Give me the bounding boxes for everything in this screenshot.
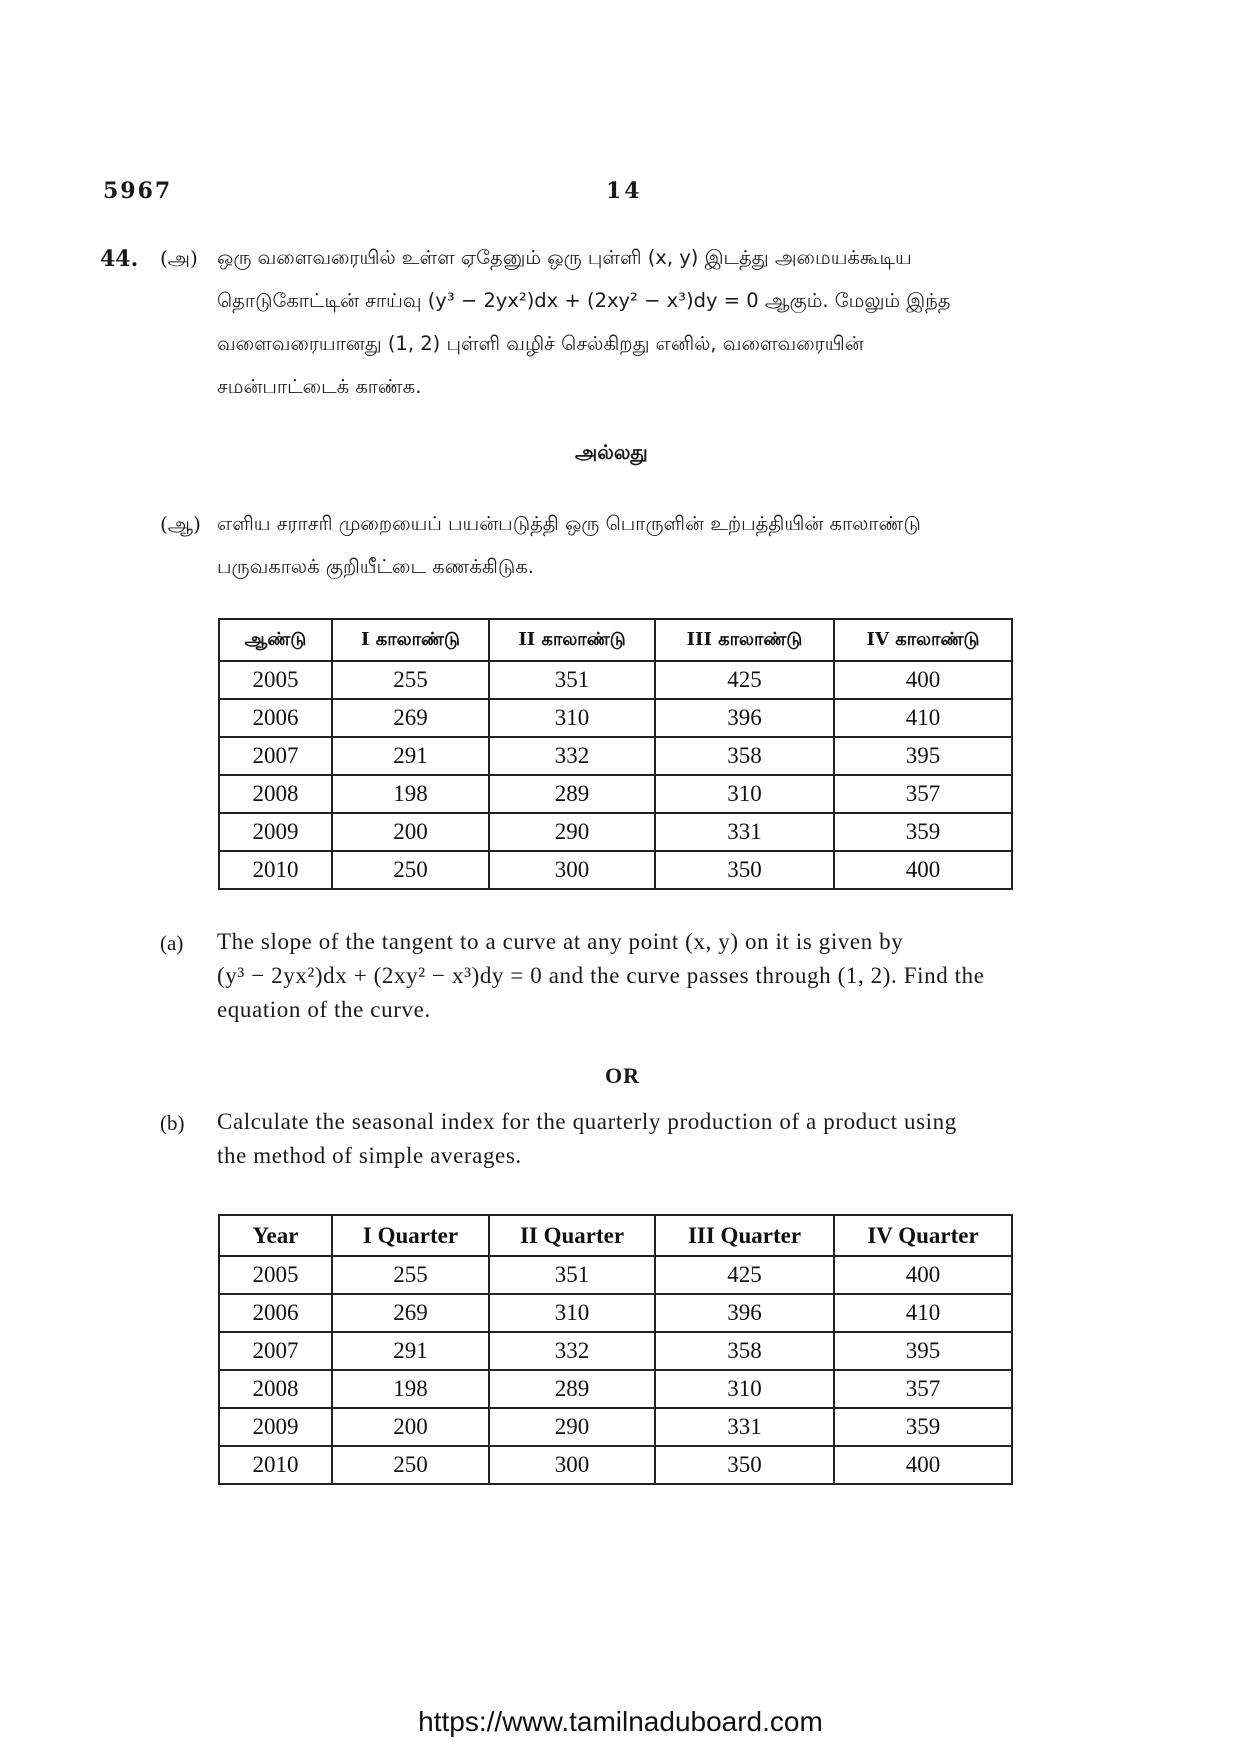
footer-url[interactable]: https://www.tamilnaduboard.com <box>418 1706 823 1737</box>
table-cell: 255 <box>332 1256 489 1294</box>
table-cell: 310 <box>655 775 834 813</box>
table-cell: 198 <box>332 1370 489 1408</box>
table-cell: 300 <box>489 1446 655 1484</box>
tamil-production-table <box>218 618 1013 890</box>
tamil-part-b-text <box>217 502 921 588</box>
table-cell: 290 <box>489 813 655 851</box>
english-part-a-text <box>217 925 1087 1027</box>
col-header-year: Year <box>219 1215 332 1256</box>
tamil-part-b-line: பருவகாலக் குறியீட்டை கணக்கிடுக. <box>217 555 534 578</box>
table-cell: 351 <box>489 1256 655 1294</box>
table-cell: 395 <box>834 1332 1012 1370</box>
table-cell: 2008 <box>219 775 332 813</box>
table-cell: 2010 <box>219 1446 332 1484</box>
table-cell: 425 <box>655 1256 834 1294</box>
table-cell: 2005 <box>219 661 332 699</box>
table-row <box>219 699 1012 737</box>
english-or-label: OR <box>605 1063 640 1088</box>
table-cell: 2010 <box>219 851 332 889</box>
table-cell: 2007 <box>219 737 332 775</box>
table-cell: 2006 <box>219 699 332 737</box>
table-cell: 310 <box>655 1370 834 1408</box>
table-cell: 290 <box>489 1408 655 1446</box>
page-number: 14 <box>606 178 643 204</box>
table-cell: 291 <box>332 1332 489 1370</box>
tamil-part-a-line: சமன்பாட்டைக் காண்க. <box>217 375 422 398</box>
english-part-b-line: Calculate the seasonal index for the quarterly production of a product using <box>217 1109 957 1134</box>
col-header-q3: III Quarter <box>655 1215 834 1256</box>
table-cell: 200 <box>332 813 489 851</box>
table-cell: 2009 <box>219 813 332 851</box>
col-header-q3: III காலாண்டு <box>655 619 834 661</box>
table-cell: 425 <box>655 661 834 699</box>
table-cell: 350 <box>655 851 834 889</box>
table-row <box>219 1256 1012 1294</box>
paper-code: 5967 <box>103 178 173 204</box>
tamil-part-a-label: (அ) <box>160 246 198 270</box>
tamil-part-b-label: (ஆ) <box>160 512 201 536</box>
table-cell: 289 <box>489 775 655 813</box>
table-cell: 198 <box>332 775 489 813</box>
table-row <box>219 737 1012 775</box>
table-cell: 269 <box>332 1294 489 1332</box>
english-part-a-line: (y³ − 2yx²)dx + (2xy² − x³)dy = 0 and the curve passes through (1, 2). Find the <box>217 963 985 988</box>
table-cell: 396 <box>655 699 834 737</box>
english-part-a-line: The slope of the tangent to a curve at any point (x, y) on it is given by <box>217 929 904 954</box>
table-cell: 400 <box>834 661 1012 699</box>
tamil-part-a-text <box>217 236 951 408</box>
table-row <box>219 1332 1012 1370</box>
table-cell: 400 <box>834 851 1012 889</box>
table-cell: 332 <box>489 737 655 775</box>
table-cell: 291 <box>332 737 489 775</box>
table-cell: 310 <box>489 1294 655 1332</box>
table-cell: 357 <box>834 775 1012 813</box>
table-cell: 255 <box>332 661 489 699</box>
col-header-q1: I Quarter <box>332 1215 489 1256</box>
table-row <box>219 813 1012 851</box>
table-cell: 200 <box>332 1408 489 1446</box>
table-row <box>219 1446 1012 1484</box>
table-cell: 2009 <box>219 1408 332 1446</box>
table-cell: 410 <box>834 1294 1012 1332</box>
tamil-part-a-line: வளைவரையானது (1, 2) புள்ளி வழிச் செல்கிறது எனில், வளைவரையின் <box>217 332 864 355</box>
table-row <box>219 851 1012 889</box>
table-cell: 410 <box>834 699 1012 737</box>
table-row <box>219 1294 1012 1332</box>
table-row <box>219 1408 1012 1446</box>
tamil-or-label: அல்லது <box>575 440 648 464</box>
english-part-b-text <box>217 1105 1087 1173</box>
col-header-q2: II Quarter <box>489 1215 655 1256</box>
col-header-year: ஆண்டு <box>219 619 332 661</box>
table-cell: 351 <box>489 661 655 699</box>
table-row <box>219 661 1012 699</box>
english-part-b-line: the method of simple averages. <box>217 1143 522 1168</box>
english-production-table <box>218 1214 1013 1485</box>
english-part-a-label: (a) <box>160 931 184 955</box>
table-cell: 289 <box>489 1370 655 1408</box>
table-row <box>219 775 1012 813</box>
tamil-part-a-line: ஒரு வளைவரையில் உள்ள ஏதேனும் ஒரு புள்ளி (x, y) இடத்து அமையக்கூடிய <box>217 246 912 269</box>
english-part-b-label: (b) <box>160 1111 185 1135</box>
table-row <box>219 1370 1012 1408</box>
table-cell: 396 <box>655 1294 834 1332</box>
col-header-q4: IV Quarter <box>834 1215 1012 1256</box>
table-cell: 332 <box>489 1332 655 1370</box>
table-cell: 269 <box>332 699 489 737</box>
col-header-q1: I காலாண்டு <box>332 619 489 661</box>
english-part-a-line: equation of the curve. <box>217 997 431 1022</box>
table-cell: 300 <box>489 851 655 889</box>
table-cell: 310 <box>489 699 655 737</box>
table-cell: 358 <box>655 737 834 775</box>
table-cell: 357 <box>834 1370 1012 1408</box>
table-cell: 359 <box>834 813 1012 851</box>
table-cell: 331 <box>655 1408 834 1446</box>
table-cell: 400 <box>834 1256 1012 1294</box>
tamil-part-a-line: தொடுகோட்டின் சாய்வு (y³ − 2yx²)dx + (2xy² − x³)dy = 0 ஆகும். மேலும் இந்த <box>217 289 951 312</box>
table-cell: 2006 <box>219 1294 332 1332</box>
table-cell: 250 <box>332 851 489 889</box>
col-header-q4: IV காலாண்டு <box>834 619 1012 661</box>
table-header-row <box>219 1215 1012 1256</box>
table-header-row <box>219 619 1012 661</box>
table-cell: 2007 <box>219 1332 332 1370</box>
table-cell: 331 <box>655 813 834 851</box>
table-cell: 350 <box>655 1446 834 1484</box>
col-header-q2: II காலாண்டு <box>489 619 655 661</box>
question-number: 44. <box>100 246 139 272</box>
table-cell: 2008 <box>219 1370 332 1408</box>
table-cell: 395 <box>834 737 1012 775</box>
table-cell: 250 <box>332 1446 489 1484</box>
tamil-part-b-line: எளிய சராசரி முறையைப் பயன்படுத்தி ஒரு பொருளின் உற்பத்தியின் காலாண்டு <box>217 512 921 535</box>
table-cell: 400 <box>834 1446 1012 1484</box>
table-cell: 358 <box>655 1332 834 1370</box>
table-cell: 359 <box>834 1408 1012 1446</box>
table-cell: 2005 <box>219 1256 332 1294</box>
